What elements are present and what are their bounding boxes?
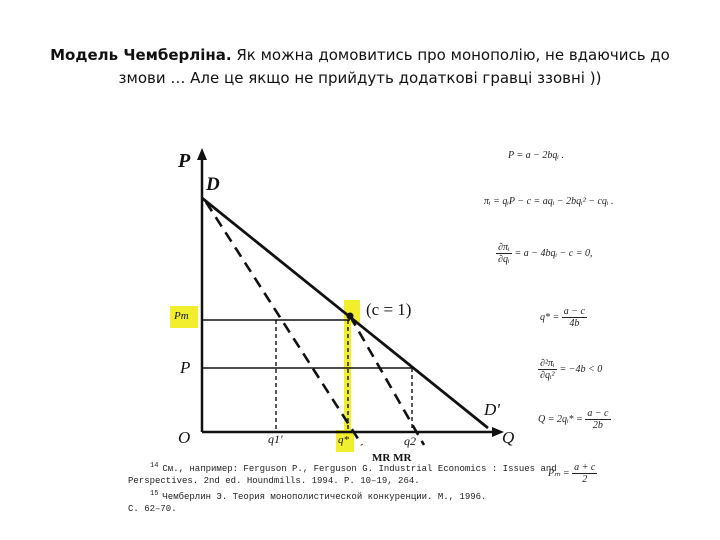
footnote-14-text2: Perspectives. 2nd ed. Houndmills. 1994. P. 10–19, 264. [128, 476, 420, 486]
q2-label: q2 [404, 434, 416, 448]
pm-lhs: Pₘ = [548, 467, 570, 479]
equation-profit [484, 196, 613, 207]
p-axis-arrow [197, 148, 207, 160]
q1-label: q1' [268, 432, 283, 446]
pm-den: 2 [582, 474, 588, 485]
pm-num: a + c [574, 462, 596, 473]
title-bold: Модель Чемберліна. [50, 46, 232, 64]
foc-num: ∂πᵢ [498, 242, 510, 253]
soc-num: ∂²πᵢ [540, 358, 555, 369]
footnote-15-line2 [128, 504, 177, 514]
qstar-den: 4b [569, 318, 580, 329]
mr-label: MR MR [372, 452, 412, 464]
eq-label: (c = 1) [366, 300, 412, 319]
slide-title [40, 44, 680, 90]
equation-soc [538, 358, 602, 381]
chamberlin-diagram [110, 140, 530, 470]
foc-rest: = a − 4bqᵢ − c = 0, [514, 247, 593, 259]
p-axis-label: P [178, 150, 191, 172]
footnote-15-text: Чемберлин Э. Теория монополистической конкуренции. М., 1996. [162, 492, 487, 502]
soc-den: ∂qᵢ² [540, 370, 555, 381]
foc-den: ∂qᵢ [498, 254, 510, 265]
demand-end-label: D' [484, 400, 500, 419]
title-text: Як можна домовитись про монополію, не вдаючись до змови … Але це якщо не прийдуть додаткові гравці ззовні )) [118, 46, 670, 87]
footnote-15-line1 [150, 490, 486, 502]
equation-foc [496, 242, 593, 265]
soc-frac [538, 358, 557, 381]
footnote-14-line1 [150, 462, 557, 474]
totalq-lhs: Q = 2qᵢ* = [538, 413, 583, 425]
footnote-15-text2: С. 62–70. [128, 504, 177, 514]
mr-line-2 [350, 316, 424, 445]
footnote-14-line2 [128, 476, 420, 486]
footnote-15-mark: 15 [150, 490, 159, 498]
demand-start-label: D [206, 174, 220, 195]
totalq-frac [585, 408, 610, 431]
demand-line [202, 198, 488, 428]
footnote-14-mark: 14 [150, 462, 159, 470]
footnote-14-text: См., например: Ferguson P., Ferguson G. Industrial Economics : Issues and [162, 464, 557, 474]
qstar-lhs: q* = [540, 311, 560, 323]
q-axis-label: Q [502, 428, 515, 447]
diagram-svg [110, 140, 530, 470]
eq-profit-text: πᵢ = qᵢP − c = aqᵢ − 2bqᵢ² − cqᵢ . [484, 196, 614, 207]
qstar-num: a − c [563, 306, 585, 317]
pm-label: Pm [174, 310, 189, 322]
soc-rest: = −4b < 0 [559, 363, 603, 375]
qstar-label: q* [338, 434, 349, 446]
eq-demand-text: P = a − 2bqᵢ . [508, 150, 565, 161]
totalq-den: 2b [592, 420, 603, 431]
origin-label: O [178, 428, 191, 447]
equation-total-q [538, 408, 614, 431]
equilibrium-point [347, 313, 354, 320]
foc-frac [496, 242, 512, 265]
p-label: P [180, 358, 191, 377]
qstar-frac [562, 306, 587, 329]
equation-demand [508, 150, 564, 161]
mr-line-1 [206, 202, 362, 445]
pm-frac [572, 462, 597, 485]
totalq-num: a − c [587, 408, 609, 419]
equation-qstar [540, 306, 590, 329]
